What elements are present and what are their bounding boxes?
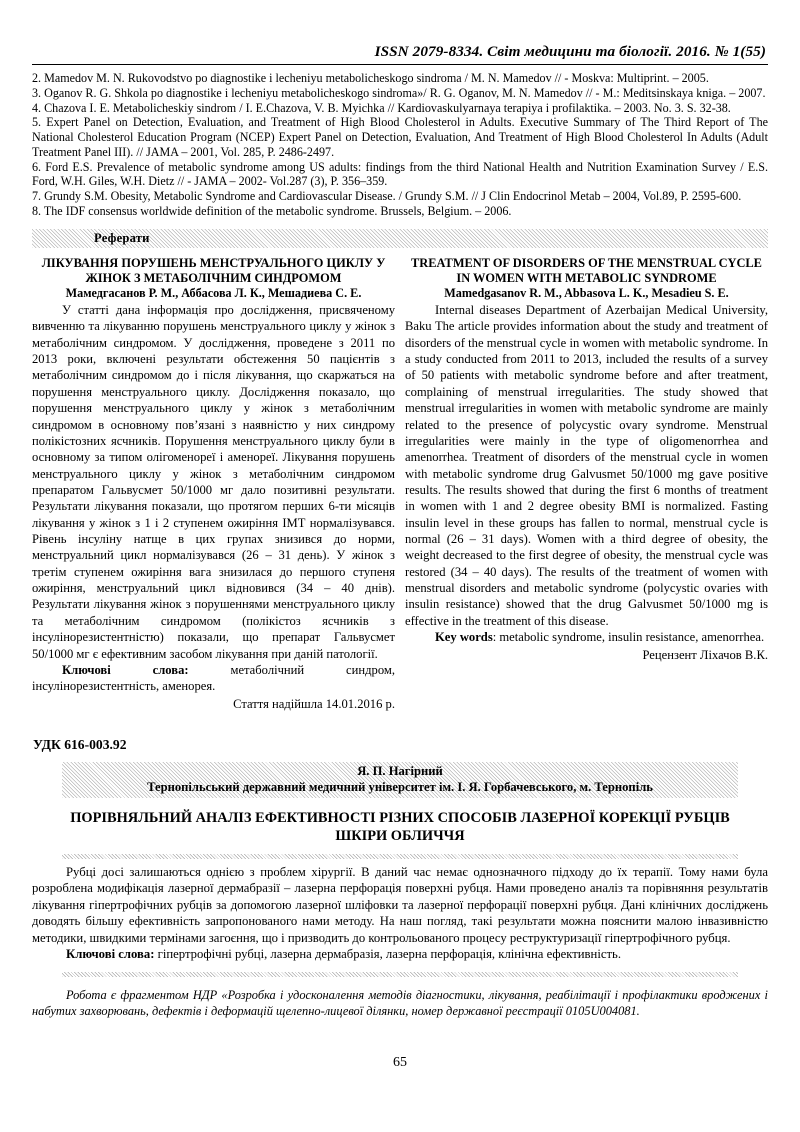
article-abstract-body: Рубці досі залишаються однією з проблем хірургії. В даний час немає однозначного підходу до їх терапії. Тому нами була розроблена модифікація лазерної дермабразії – лазерна перфорація поверхні рубця. Нами проведено аналіз та порівняння результатів лікування гіпертрофічних рубців за допомогою лазерної шліфовки та лазерної перфорації поверхні рубця. Дані клінічних досліджень доводять більшу ефективність запропонованого нами методу. На наш погляд, такі результати можна пояснити малою інвазивністю методики, швидкими термінами загоєння, що і призводить до контрольованого процесу реструктуризації гіпертрофічного рубця. — [32, 864, 768, 945]
reference-item: 2. Mamedov M. N. Rukovodstvo po diagnostike i lecheniyu metabolicheskogo sindroma / M. N. Mamedov // - Moskva: Multiprint. – 2005. — [32, 71, 709, 85]
reference-item: 4. Chazova I. E. Metabolicheskiy sindrom / I. E.Chazova, V. B. Myichka // Kardiovaskulyarnaya terapiya i profilaktika. – 2003. No. 3. S. 32-38. — [32, 100, 731, 115]
abstract-en-authors: Mamedgasanov R. M., Abbasova L. K., Mesadieu S. E. — [444, 285, 729, 300]
article-keywords-label: Ключові слова: — [66, 947, 155, 962]
header-rule — [32, 64, 768, 65]
article-affiliation: Тернопільський державний медичний університет ім. І. Я. Горбачевського, м. Тернопіль — [147, 780, 653, 795]
running-head: ISSN 2079-8334. Світ медицини та біології. 2016. № 1(55) — [374, 43, 766, 60]
abstracts-banner-label: Реферати — [94, 230, 150, 245]
abstract-uk-keywords-line2: інсулінорезистентність, аменорея. — [32, 679, 216, 694]
section-divider-top — [62, 854, 738, 859]
udk-code: УДК 616-003.92 — [33, 736, 127, 752]
reference-item: 7. Grundy S.M. Obesity, Metabolic Syndrome and Cardiovascular Disease. / Grundy S.M. // J Clin Endocrinol Metab – 2004, Vol.89, P. 2595-600. — [32, 189, 742, 203]
article-author-banner — [62, 762, 738, 798]
abstract-en-keywords-text: : metabolic syndrome, insulin resistance, amenorrhea. — [492, 630, 765, 645]
abstract-en-reviewer: Рецензент Ліхачов В.К. — [642, 647, 768, 662]
funding-note-text: Робота є фрагментом НДР «Розробка і удосконалення методів діагностики, лікування, реабілітації і профілактики вроджених і набутих захворювань, дефектів і деформацій щелепно-лицевої ділянки, номер державної реєстрації 0105U004081. — [32, 987, 768, 1018]
abstract-en-keywords — [405, 629, 768, 645]
abstract-en-title: TREATMENT OF DISORDERS OF THE MENSTRUAL CYCLE IN WOMEN WITH METABOLIC SYNDROME — [411, 255, 762, 285]
abstract-ukrainian — [32, 256, 395, 712]
abstract-en-body: Internal diseases Department of Azerbaijan Medical University, Baku The article provides information about the study and treatment of disorders of the menstrual cycle in women with metabolic syndrome. In a study conducted from 2011 to 2013, included the results of a survey of 50 patients with metabolic syndrome before and after treatment, complaining of menstrual irregularities. The study showed that menstrual irregularities in women with metabolic syndrome are mainly related to the presence of polycystic ovary syndrome. Menstrual irregularities were mainly in the type of oligomenorrhea and amenorrhea. Treatment of disorders of the menstrual cycle in women with metabolic syndrome drug Galvusmet 50/1000 mg gave positive results. The results showed that during the first 6 months of treatment in women with 1 and 2 degree obesity BMI is normalized. Fasting insulin level in these groups has fallen to normal, menstrual cycle is normal (26 – 31 days). Women with a third degree of obesity, the weight decreased to the first degree of obesity, the menstrual cycle was restored (34 – 40 days). The results of the treatment of women with menstrual disorders and metabolic syndrome (polycystic ovaries with insulin resistance) showed that the drug Galvusmet 50/1000 mg is effective in the treatment of this disease. — [405, 303, 768, 628]
reference-item: 3. Oganov R. G. Shkola po diagnostike i lecheniyu metabolicheskogo sindroma»/ R. G. Oganov, M. N. Mamedov // - M.: Meditsinskaya kniga. – 2007. — [32, 85, 766, 100]
article-abstract — [32, 864, 768, 963]
abstract-uk-received-date: Стаття надійшла 14.01.2016 р. — [233, 696, 395, 711]
abstract-uk-body: У статті дана інформація про дослідження, присвяченому вивченню та лікуванню порушень менструального циклу у жінок з метаболічним синдромом. У дослідження, проведене з 2011 по 2013 роки, включені результати обстеження 50 пацієнтів з метаболічним синдромом до і після лікування, що скаржаться на порушення менструального циклу. Дослідження показало, що порушення менструального циклу у жінок з метаболічним синдромом в основному пов’язані з наявністю у них синдрому полікістозних ясчників. Порушення менструального циклу були в основному за типом олігоменореї і аменореї. Лікування порушень менструального циклу у жінок з метаболічним синдромом препаратом Гальвусмет 50/1000 мг дало позитивні результати. Результати лікування показали, що протягом перших 6-ти місяців лікування у жінок з 1 і 2 ступенем ожиріння ІМТ нормалізувався. Рівень інсуліну натще в цих групах знизився до норми, менструальний цикл нормалізувався (26 – 31 день). У жінок з третім ступенем ожиріння вага знизилася до першого ступеня ожиріння, менструальний цикл відновився (34 – 40 днів). Результати лікування жінок з порушеннями менструального циклу та метаболічним синдромом (полікістоз ясчників з інсулінорезистентністю) показали, що препарат Гальвусмет 50/1000 мг є ефективним засобом лікування при даній патології. — [32, 303, 395, 661]
abstracts-two-column — [32, 256, 768, 712]
section-divider-bottom — [62, 972, 738, 977]
abstract-uk-keywords-line1 — [32, 662, 395, 678]
article-title: ПОРІВНЯЛЬНИЙ АНАЛІЗ ЕФЕКТИВНОСТІ РІЗНИХ СПОСОБІВ ЛАЗЕРНОЇ КОРЕКЦІЇ РУБЦІВ ШКІРИ ОБЛИЧЧЯ — [70, 809, 730, 844]
abstract-uk-keywords-text1: метаболічний синдром, — [230, 662, 395, 677]
reference-item: 6. Ford E.S. Prevalence of metabolic syndrome among US adults: findings from the third National Health and Nutrition Examination Survey / E.S. Ford, W.H. Giles, W.H. Dietz // - JAMA – 2002- Vol.287 (3), P. 356–359. — [32, 159, 768, 189]
reference-list — [32, 71, 768, 219]
abstract-en-body-wrap — [405, 302, 768, 663]
abstract-english — [405, 256, 768, 712]
reference-item: 5. Expert Panel on Detection, Evaluation, and Treatment of High Blood Cholesterol in Adults. Executive Summary of The Third Report of The National Cholesterol Education Program (NCEP) Expert Panel on Detection, Evaluation, And Treatment of High Blood Cholesterol In Adults (Adult Treatment Panel III). // JAMA – 2001, Vol. 285, P. 2486-2497. — [32, 115, 768, 159]
abstract-uk-authors: Мамедгасанов Р. М., Аббасова Л. К., Мешадиева С. Е. — [65, 285, 362, 300]
article-author: Я. П. Нагірний — [357, 763, 443, 778]
abstract-en-keywords-label: Key words — [435, 630, 493, 645]
abstract-uk-keywords-label: Ключові слова: — [62, 662, 189, 677]
article-keywords-text: гіпертрофічні рубці, лазерна дермабразія, лазерна перфорація, клінічна ефективність. — [154, 947, 621, 962]
abstracts-section-banner — [32, 229, 768, 248]
abstract-uk-keywords — [32, 662, 395, 695]
reference-item: 8. The IDF consensus worldwide definition of the metabolic syndrome. Brussels, Belgium. – 2006. — [32, 203, 512, 218]
abstract-uk-body-wrap — [32, 302, 395, 712]
abstract-uk-title: ЛІКУВАННЯ ПОРУШЕНЬ МЕНСТРУАЛЬНОГО ЦИКЛУ У ЖІНОК З МЕТАБОЛІЧНИМ СИНДРОМОМ — [41, 255, 386, 285]
page-number: 65 — [393, 1055, 407, 1070]
article-keywords — [32, 946, 768, 963]
funding-note — [32, 987, 768, 1019]
